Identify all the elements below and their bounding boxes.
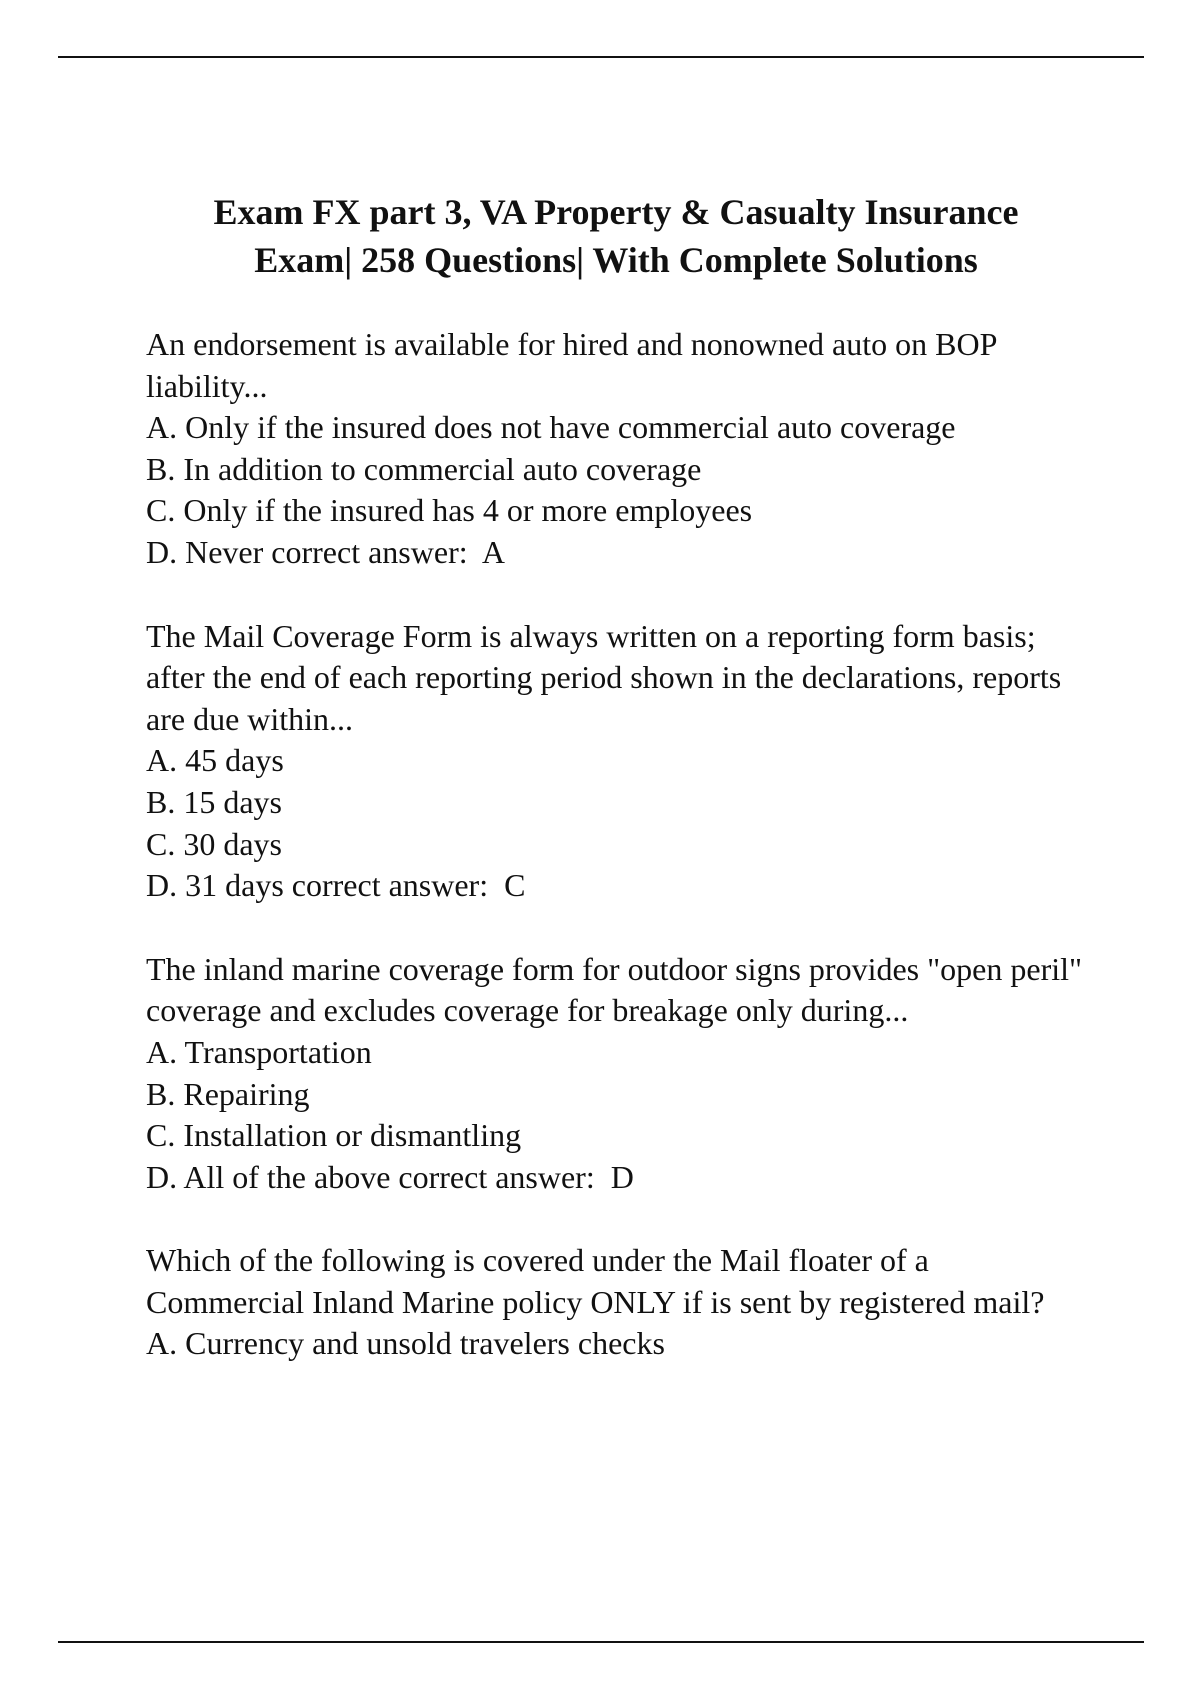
question-2 bbox=[146, 616, 1086, 907]
option-a: A. Currency and unsold travelers checks bbox=[146, 1325, 665, 1362]
question-1 bbox=[146, 324, 1086, 574]
option-a: A. Transportation bbox=[146, 1033, 372, 1070]
title-line-2: Exam| 258 Questions| With Complete Solutions bbox=[254, 240, 978, 280]
question-3 bbox=[146, 949, 1086, 1199]
option-c: C. 30 days bbox=[146, 825, 282, 862]
question-4 bbox=[146, 1240, 1086, 1365]
option-b: B. In addition to commercial auto coverage bbox=[146, 450, 702, 487]
option-c: C. Installation or dismantling bbox=[146, 1117, 522, 1154]
question-text: Which of the following is covered under the Mail floater of a Commercial Inland Marine policy ONLY if is sent by registered mail? bbox=[146, 1242, 1045, 1320]
option-c: C. Only if the insured has 4 or more employees bbox=[146, 492, 753, 529]
option-a: A. Only if the insured does not have commercial auto coverage bbox=[146, 409, 956, 446]
option-b: B. 15 days bbox=[146, 783, 282, 820]
question-text: The inland marine coverage form for outdoor signs provides "open peril" coverage and excludes coverage for breakage only during... bbox=[146, 950, 1083, 1029]
option-d-with-answer: D. Never correct answer: A bbox=[146, 533, 505, 570]
option-a: A. 45 days bbox=[146, 742, 284, 779]
top-rule bbox=[58, 56, 1144, 58]
option-b: B. Repairing bbox=[146, 1075, 310, 1112]
title-line-1: Exam FX part 3, VA Property & Casualty Insurance bbox=[213, 192, 1019, 232]
option-d-with-answer: D. 31 days correct answer: C bbox=[146, 867, 526, 904]
question-text: An endorsement is available for hired and nonowned auto on BOP liability... bbox=[146, 326, 997, 404]
bottom-rule bbox=[58, 1641, 1144, 1643]
question-text: The Mail Coverage Form is always written on a reporting form basis; after the end of each reporting period shown in the declarations, reports are due within... bbox=[146, 617, 1062, 737]
option-d-with-answer: D. All of the above correct answer: D bbox=[146, 1158, 634, 1195]
document-title bbox=[146, 188, 1086, 284]
document-page bbox=[146, 188, 1086, 1407]
